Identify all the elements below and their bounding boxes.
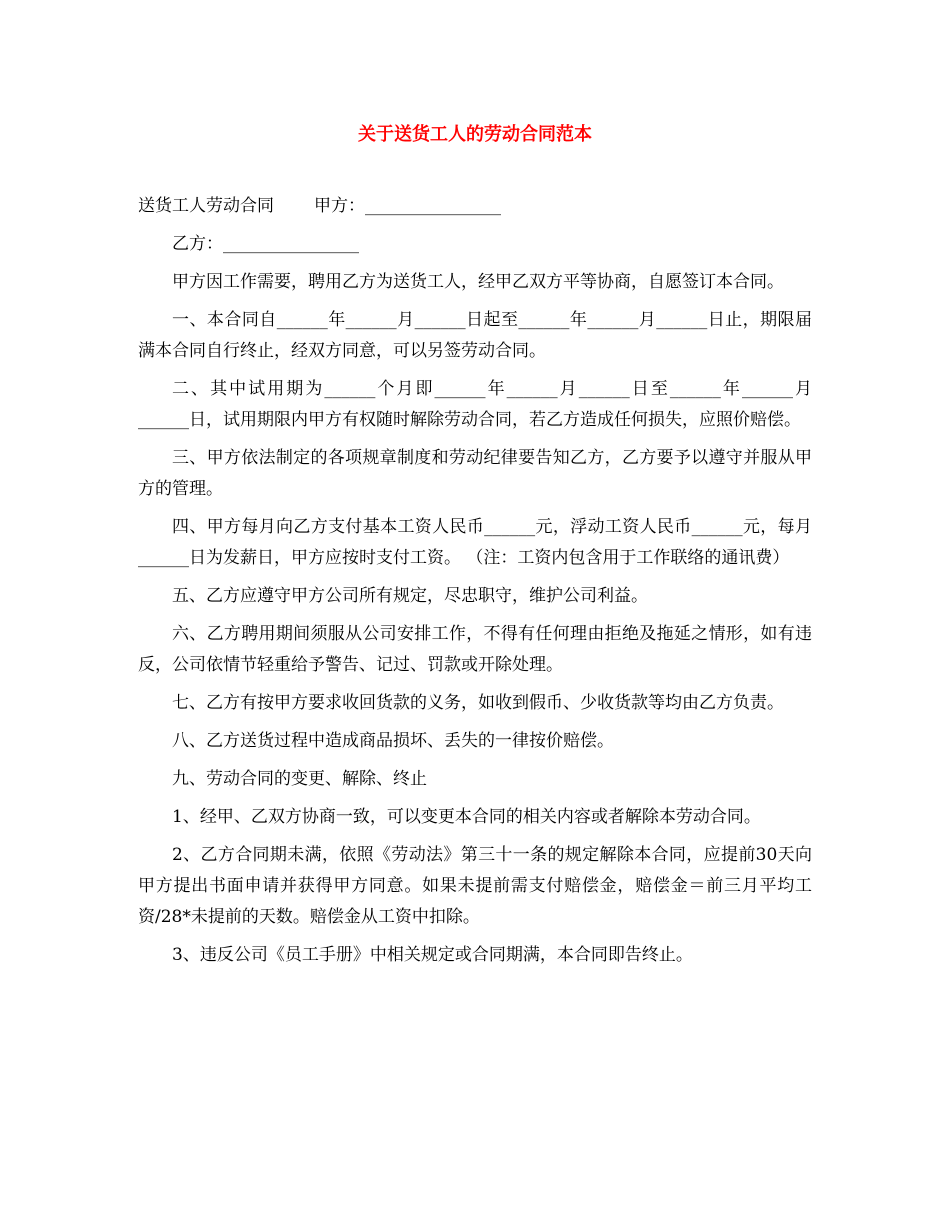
clause-3: 三、甲方依法制定的各项规章制度和劳动纪律要告知乙方，乙方要予以遵守并服从甲方的管理。 bbox=[138, 448, 812, 499]
document-title: 关于送货工人的劳动合同范本 bbox=[358, 124, 592, 145]
party-a-label: 甲方： bbox=[314, 196, 365, 216]
paragraph-intro: 甲方因工作需要，聘用乙方为送货工人，经甲乙双方平等协商，自愿签订本合同。 bbox=[172, 272, 784, 292]
party-b-line bbox=[138, 229, 812, 260]
heading-line bbox=[138, 191, 812, 222]
document-body bbox=[138, 191, 812, 978]
party-a-blank: ________________ bbox=[365, 196, 501, 216]
clause-2: 二、其中试用期为______个月即______年______月______日至______年______月______日，试用期限内甲方有权随时解除劳动合同，若乙方造成任何损失，应照价赔偿。 bbox=[138, 379, 812, 430]
party-b-blank: ________________ bbox=[223, 234, 359, 254]
clause-1: 一、本合同自______年______月______日起至______年______月______日止，期限届满本合同自行终止，经双方同意，可以另签劳动合同。 bbox=[138, 310, 812, 361]
clause-6: 六、乙方聘用期间须服从公司安排工作，不得有任何理由拒绝及拖延之情形，如有违反，公司依情节轻重给予警告、记过、罚款或开除处理。 bbox=[138, 624, 812, 675]
clause-9-item-2: 2、乙方合同期未满，依照《劳动法》第三十一条的规定解除本合同，应提前30天向甲方提出书面申请并获得甲方同意。如果未提前需支付赔偿金，赔偿金＝前三月平均工资/28*未提前的天数。赔偿金从工资中扣除。 bbox=[138, 845, 812, 927]
party-b-label: 乙方： bbox=[172, 234, 223, 254]
clause-5: 五、乙方应遵守甲方公司所有规定，尽忠职守，维护公司利益。 bbox=[172, 586, 648, 606]
clause-9-item-3: 3、违反公司《员工手册》中相关规定或合同期满，本合同即告终止。 bbox=[172, 945, 693, 965]
clause-9-heading: 九、劳动合同的变更、解除、终止 bbox=[172, 769, 427, 789]
clause-8: 八、乙方送货过程中造成商品损坏、丢失的一律按价赔偿。 bbox=[172, 731, 614, 751]
contract-name: 送货工人劳动合同 bbox=[138, 196, 274, 216]
clause-9-item-1: 1、经甲、乙双方协商一致，可以变更本合同的相关内容或者解除本劳动合同。 bbox=[172, 807, 761, 827]
clause-4: 四、甲方每月向乙方支付基本工资人民币______元，浮动工资人民币______元，每月______日为发薪日，甲方应按时支付工资。 （注：工资内包含用于工作联络的通讯费） bbox=[138, 517, 812, 568]
clause-7: 七、乙方有按甲方要求收回货款的义务，如收到假币、少收货款等均由乙方负责。 bbox=[172, 693, 784, 713]
